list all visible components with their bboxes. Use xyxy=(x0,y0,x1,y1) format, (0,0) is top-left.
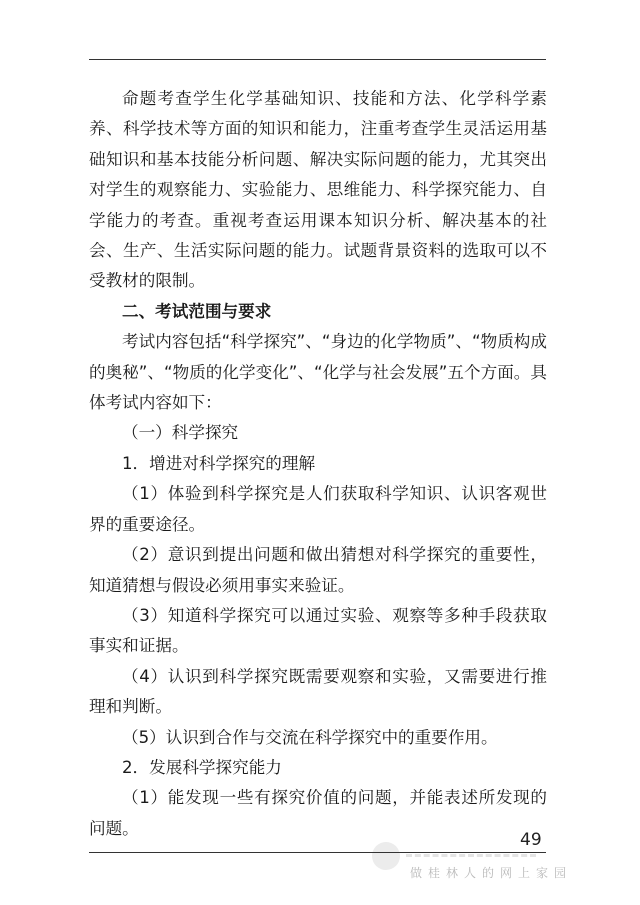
watermark xyxy=(372,836,602,886)
page-number: 49 xyxy=(520,830,542,850)
item-heading-1: 1．增进对科学探究的理解 xyxy=(122,453,316,473)
list-item: （4）认识到科学探究既需要观察和实验，又需要进行推理和判断。 xyxy=(89,666,547,717)
section-heading: 二、考试范围与要求 xyxy=(122,301,272,321)
document-body xyxy=(89,84,547,844)
subsection-heading: （一）科学探究 xyxy=(122,423,239,443)
list-item: （2）意识到提出问题和做出猜想对科学探究的重要性，知道猜想与假设必须用事实来验证。 xyxy=(89,545,547,595)
paragraph-intro: 命题考查学生化学基础知识、技能和方法、化学科学素养、科学技术等方面的知识和能力，注重考查学生灵活运用基础知识和基本技能分析问题、解决实际问题的能力，尤其突出对学生的观察能力、实验能力、思维能力、科学探究能力、自学能力的考查。重视考查运用课本知识分析、解决基本的社会、生产、生活实际问题的能力。试题背景资料的选取可以不受教材的限制。 xyxy=(89,89,547,291)
list-item: （3）知道科学探究可以通过实验、观察等多种手段获取事实和证据。 xyxy=(89,605,547,656)
list-item: （1）能发现一些有探究价值的问题，并能表述所发现的问题。 xyxy=(89,788,547,838)
header-rule xyxy=(89,59,546,60)
item-heading-2: 2．发展科学探究能力 xyxy=(122,757,282,777)
watermark-dashes xyxy=(406,854,536,857)
list-item: （1）体验到科学探究是人们获取科学知识、认识客观世界的重要途径。 xyxy=(89,484,547,534)
paragraph-scope: 考试内容包括“科学探究”、“身边的化学物质”、“物质构成的奥秘”、“物质的化学变化”、“化学与社会发展”五个方面。具体考试内容如下： xyxy=(89,332,547,413)
watermark-text: 做桂林人的网上家园 xyxy=(410,866,573,880)
footer-rule xyxy=(89,852,546,853)
watermark-logo-icon xyxy=(372,842,400,870)
list-item: （5）认识到合作与交流在科学探究中的重要作用。 xyxy=(122,727,498,747)
